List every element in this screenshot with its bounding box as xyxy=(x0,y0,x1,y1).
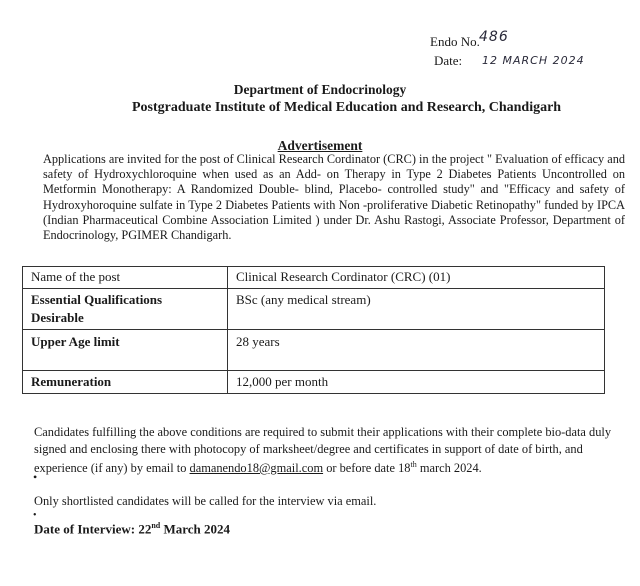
department-heading: Department of Endocrinology xyxy=(233,82,407,97)
age-limit-value: 28 years xyxy=(228,330,605,371)
qualification-value: BSc (any medical stream) xyxy=(228,289,605,330)
shortlist-note: Only shortlisted candidates will be called for the interview via email. xyxy=(34,494,377,508)
interview-sup: nd xyxy=(151,521,161,530)
table-row xyxy=(23,267,605,289)
email-link[interactable]: damanendo18@gmail.com xyxy=(189,461,324,476)
date-label: Date: xyxy=(434,53,463,68)
post-name-value: Clinical Research Cordinator (CRC) (01) xyxy=(228,267,605,289)
candidates-text: Candidates fulfilling the above conditions are required to submit their applications with their complete bio-data duly signed and enclosing there with photocopy of marksheet/degree and certificates in support of date of birth, and experience (if any) by email to xyxy=(34,425,612,476)
table-row xyxy=(23,330,605,371)
table-row xyxy=(23,371,605,394)
date-value: 12 MARCH 2024 xyxy=(482,54,585,67)
intro-paragraph: Applications are invited for the post of Clinical Research Cordinator (CRC) in the project " Evaluation of efficacy and safety of Hydroxychloroquine when used as an Add- on Therapy in Type 2 Diabetes Patients Uncontrolled on Metformin Monotherapy: A Randomized Double- blind, Placebo- controlled study" and "Efficacy and safety of Hydroxyhoroquine sulfate in Type 2 Diabetes Patients with Non -proliferative Diabetic Retinopathy" funded by IPCA (Indian Pharmaceutical Combine Association Limited ) under Dr. Ashu Rastogi, Associate Professor, Department of Endocrinology, PGIMER Chandigarh. xyxy=(43,152,625,243)
interview-suffix: March 2024 xyxy=(160,521,231,537)
table-label xyxy=(23,289,228,330)
deadline-month: march 2024. xyxy=(416,461,482,476)
post-name-label: Name of the post xyxy=(31,269,121,284)
age-limit-label: Upper Age limit xyxy=(23,330,228,371)
remuneration-value: 12,000 per month xyxy=(228,371,605,394)
deadline-text: or before date 18 xyxy=(326,461,411,476)
interview-date xyxy=(34,521,230,537)
interview-prefix: Date of Interview: 22 xyxy=(34,521,152,537)
remuneration-label: Remuneration xyxy=(23,371,228,394)
advertisement-title: Advertisement xyxy=(277,138,363,153)
table-label xyxy=(23,267,228,289)
table-row xyxy=(23,289,605,330)
stray-mark: • xyxy=(33,510,37,521)
endo-number-label: Endo No. xyxy=(430,34,480,49)
deadline-sup: th xyxy=(410,460,417,469)
institute-heading: Postgraduate Institute of Medical Education and Research, Chandigarh xyxy=(132,100,562,115)
desirable-label: Desirable xyxy=(31,310,84,325)
post-details-table xyxy=(22,266,605,394)
candidates-paragraph xyxy=(34,424,626,477)
endo-number-value: 486 xyxy=(479,29,509,45)
qualification-label: Essential Qualifications xyxy=(31,292,163,307)
stray-mark: • xyxy=(33,470,38,484)
